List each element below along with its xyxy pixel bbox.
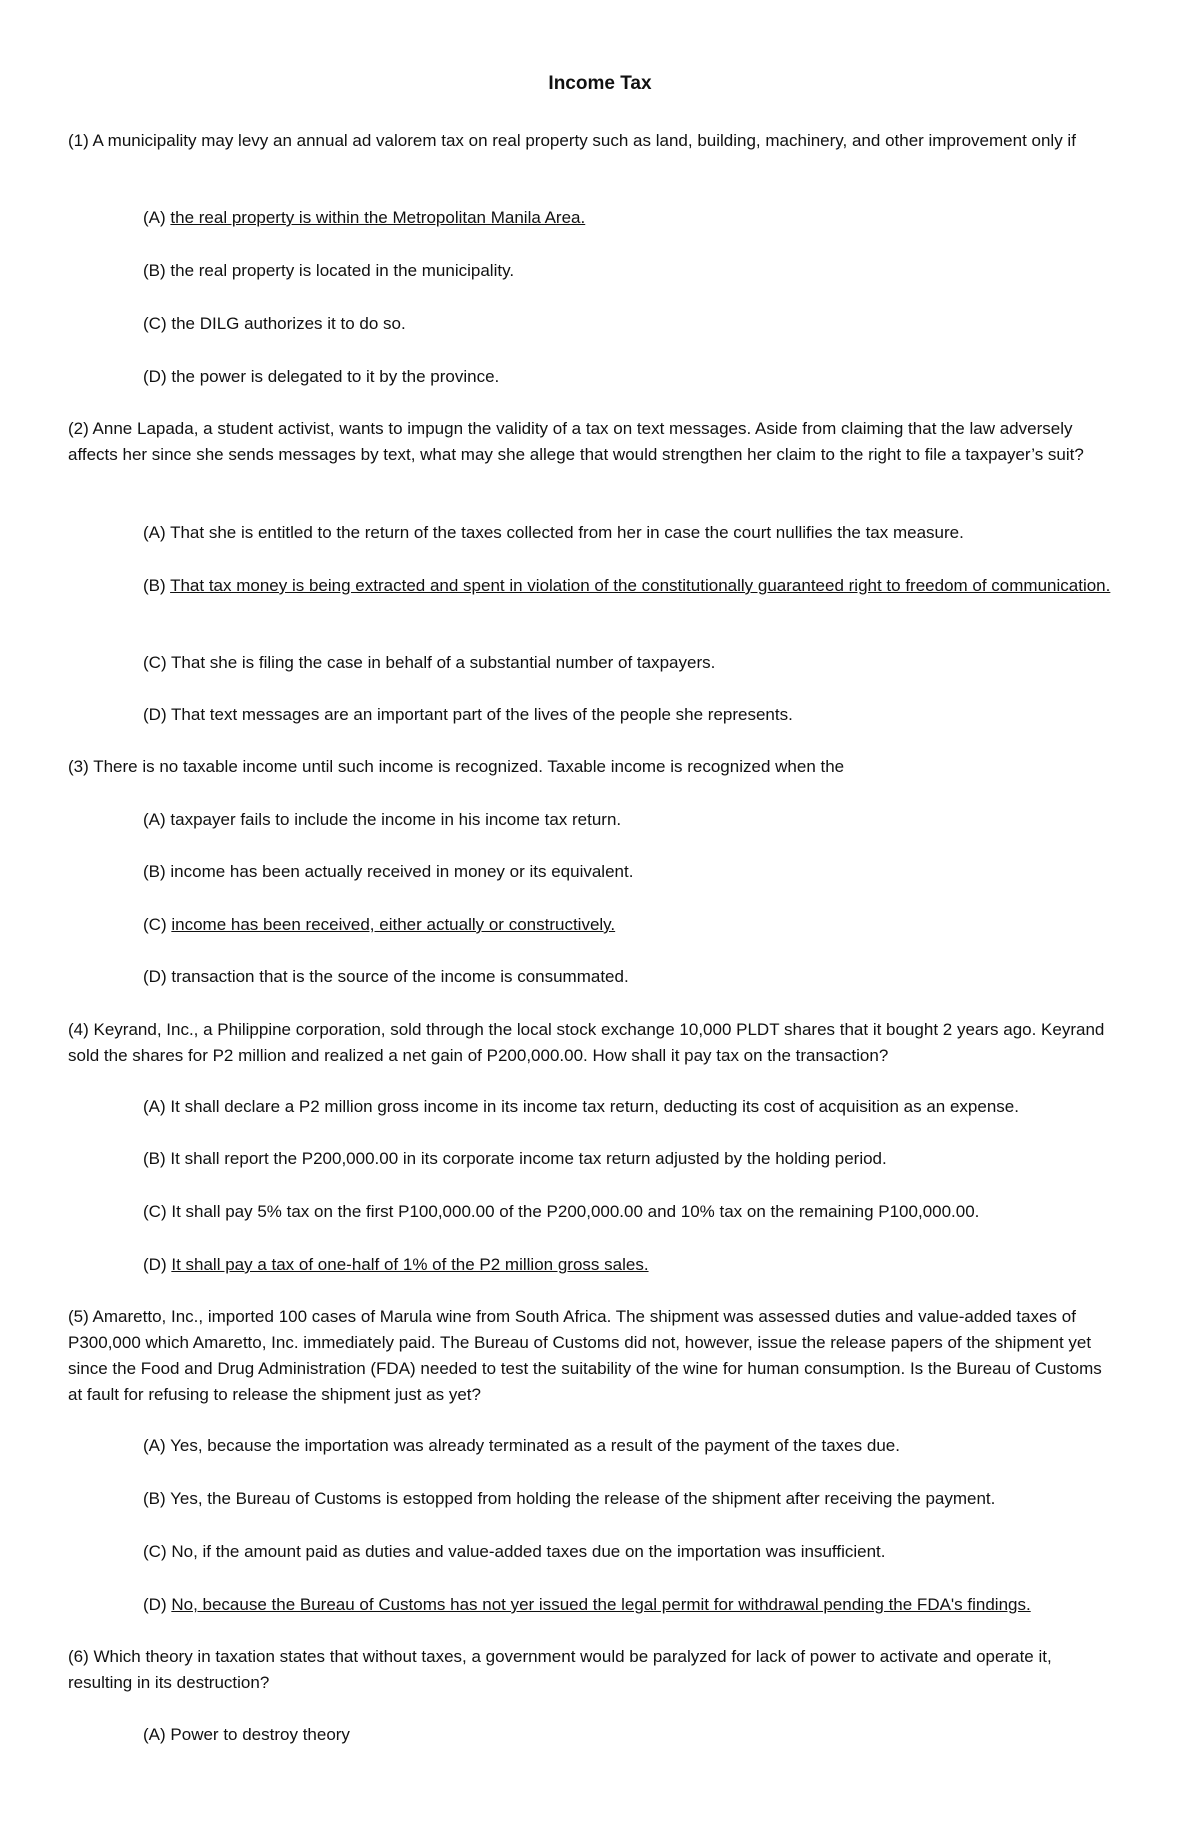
question-6: (6) Which theory in taxation states that without taxes, a government would be paralyzed for lack of power to activate and operate it, resulting in its destruction? <box>68 1647 1052 1692</box>
option-label: (C) <box>143 1542 167 1561</box>
question-3-option-a <box>143 807 1113 833</box>
question-5: (5) Amaretto, Inc., imported 100 cases of Marula wine from South Africa. The shipment was assessed duties and value-added taxes of P300,000 which Amaretto, Inc. immediately paid. The Bureau of Customs did not, however, issue the release papers of the shipment yet since the Food and Drug Administration (FDA) needed to test the suitability of the wine for human consumption. Is the Bureau of Customs at fault for refusing to release the shipment just as yet? <box>68 1307 1102 1404</box>
option-label: (D) <box>143 967 167 986</box>
option-label: (C) <box>143 1202 167 1221</box>
option-text: taxpayer fails to include the income in his income tax return. <box>170 810 622 829</box>
option-label: (A) <box>143 810 166 829</box>
option-label: (B) <box>143 576 166 595</box>
option-text: income has been actually received in money or its equivalent. <box>170 862 634 881</box>
option-label: (C) <box>143 915 167 934</box>
option-text-answer: No, because the Bureau of Customs has not yer issued the legal permit for withdrawal pending the FDA's findings. <box>171 1595 1031 1614</box>
option-label: (C) <box>143 314 167 333</box>
question-4: (4) Keyrand, Inc., a Philippine corporation, sold through the local stock exchange 10,000 PLDT shares that it bought 2 years ago. Keyrand sold the shares for P2 million and realized a net gain of P200,000.00. How shall it pay tax on the transaction? <box>68 1020 1105 1065</box>
option-text: Yes, because the importation was already terminated as a result of the payment of the taxes due. <box>170 1436 900 1455</box>
question-2-option-b <box>143 573 1113 599</box>
option-label: (A) <box>143 523 166 542</box>
option-text: the power is delegated to it by the province. <box>171 367 500 386</box>
question-3-option-b <box>143 859 1113 885</box>
question-4-option-b <box>143 1146 1113 1172</box>
option-text: Yes, the Bureau of Customs is estopped from holding the release of the shipment after receiving the payment. <box>170 1489 996 1508</box>
option-text: Power to destroy theory <box>170 1725 350 1744</box>
option-text: That she is filing the case in behalf of a substantial number of taxpayers. <box>171 653 716 672</box>
option-text-answer: income has been received, either actually or constructively. <box>171 915 616 934</box>
option-text: That she is entitled to the return of the taxes collected from her in case the court nullifies the tax measure. <box>170 523 964 542</box>
option-label: (A) <box>143 1097 166 1116</box>
question-2: (2) Anne Lapada, a student activist, wants to impugn the validity of a tax on text messages. Aside from claiming that the law adversely affects her since she sends messages by text, what may she allege that would strengthen her claim to the right to file a taxpayer’s suit? <box>68 419 1084 464</box>
option-text: No, if the amount paid as duties and value-added taxes due on the importation was insufficient. <box>171 1542 886 1561</box>
option-label: (A) <box>143 1725 166 1744</box>
question-4-option-d <box>143 1252 1113 1278</box>
option-text: That text messages are an important part of the lives of the people she represents. <box>171 705 793 724</box>
question-5-option-a <box>143 1433 1113 1459</box>
question-1: (1) A municipality may levy an annual ad valorem tax on real property such as land, building, machinery, and other improvement only if <box>68 131 1076 150</box>
document-title: Income Tax <box>548 73 652 94</box>
question-6-option-a <box>143 1722 1113 1748</box>
option-text: the DILG authorizes it to do so. <box>171 314 406 333</box>
option-text: It shall report the P200,000.00 in its corporate income tax return adjusted by the holding period. <box>170 1149 887 1168</box>
option-text: transaction that is the source of the income is consummated. <box>171 967 629 986</box>
option-label: (C) <box>143 653 167 672</box>
question-3: (3) There is no taxable income until such income is recognized. Taxable income is recognized when the <box>68 757 845 776</box>
option-text-answer: the real property is within the Metropolitan Manila Area. <box>170 208 586 227</box>
question-1-option-c <box>143 311 1113 337</box>
question-1-option-d <box>143 364 1113 390</box>
question-2-option-d <box>143 702 1113 728</box>
option-label: (D) <box>143 367 167 386</box>
option-label: (B) <box>143 1489 166 1508</box>
question-5-option-b <box>143 1486 1113 1512</box>
option-label: (B) <box>143 1149 166 1168</box>
option-label: (D) <box>143 1595 167 1614</box>
question-5-option-c <box>143 1539 1113 1565</box>
option-label: (A) <box>143 1436 166 1455</box>
option-label: (A) <box>143 208 166 227</box>
option-text: It shall pay 5% tax on the first P100,000.00 of the P200,000.00 and 10% tax on the remaining P100,000.00. <box>171 1202 980 1221</box>
question-4-option-a <box>143 1094 1113 1120</box>
option-text-answer: It shall pay a tax of one-half of 1% of the P2 million gross sales. <box>171 1255 649 1274</box>
option-text-answer: That tax money is being extracted and spent in violation of the constitutionally guaranteed right to freedom of communication. <box>170 576 1111 595</box>
question-4-option-c <box>143 1199 1113 1225</box>
option-label: (D) <box>143 705 167 724</box>
question-5-option-d <box>143 1592 1113 1618</box>
question-1-option-a <box>143 205 1113 231</box>
question-3-option-d <box>143 964 1113 990</box>
question-1-option-b <box>143 258 1113 284</box>
option-text: the real property is located in the municipality. <box>170 261 515 280</box>
question-2-option-c <box>143 650 1113 676</box>
question-3-option-c <box>143 912 1113 938</box>
option-label: (B) <box>143 261 166 280</box>
option-text: It shall declare a P2 million gross income in its income tax return, deducting its cost of acquisition as an expense. <box>170 1097 1019 1116</box>
question-2-option-a <box>143 520 1113 546</box>
option-label: (B) <box>143 862 166 881</box>
option-label: (D) <box>143 1255 167 1274</box>
